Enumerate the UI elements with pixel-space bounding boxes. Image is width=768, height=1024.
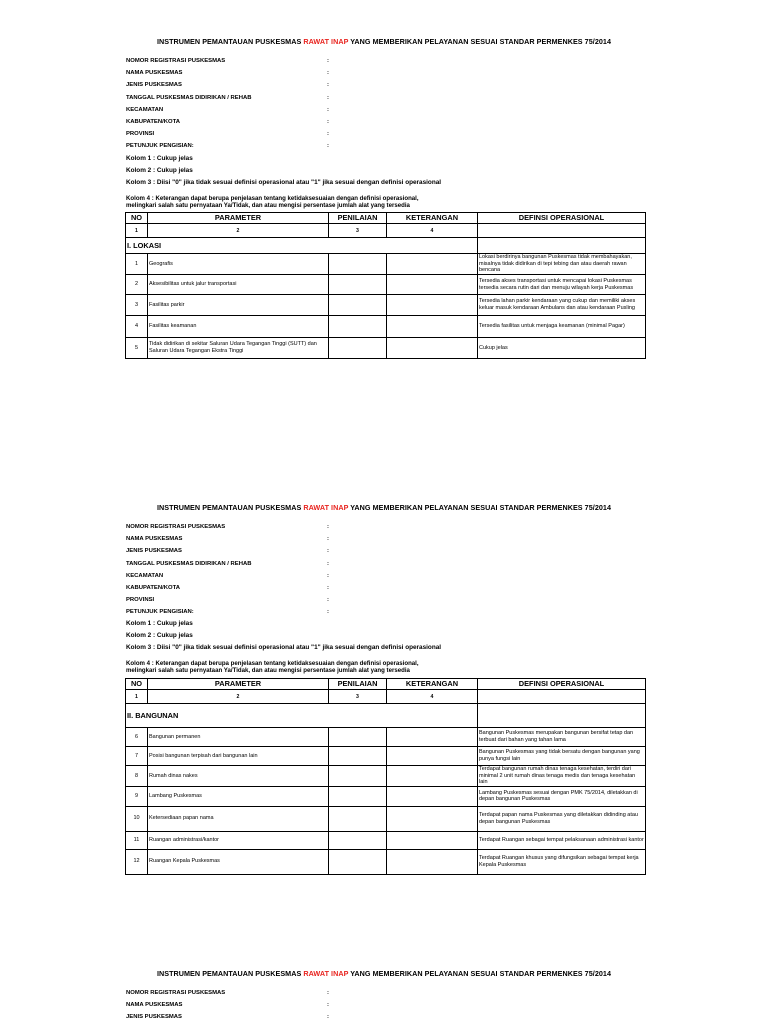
field-row: JENIS PUSKESMAS : xyxy=(126,1014,329,1021)
header-definisi: DEFINSI OPERASIONAL xyxy=(478,213,646,224)
keterangan-cell[interactable] xyxy=(387,275,478,295)
keterangan-cell[interactable] xyxy=(387,316,478,338)
header-penilaian: PENILAIAN xyxy=(329,213,387,224)
header-keterangan: KETERANGAN xyxy=(387,213,478,224)
penilaian-cell[interactable] xyxy=(329,295,387,316)
identity-fields-2 xyxy=(126,521,446,619)
header-no: NO xyxy=(126,213,148,224)
instruction-kolom4: Kolom 4 : Keterangan dapat berupa penjelasan tentang ketidaksesuaian dengan definisi operasional, melingkari salah satu pernyataan Ya/Tidak, dan atau mengisi persentase jumlah alat yang tersedia xyxy=(126,660,419,674)
instruction-kolom1: Kolom 1 : Cukup jelas xyxy=(126,155,193,162)
form-title-1: INSTRUMEN PEMANTAUAN PUSKESMAS RAWAT INAP YANG MEMBERIKAN PELAYANAN SESUAI STANDAR PERMENKES 75/2014 xyxy=(156,37,612,46)
field-row: PETUNJUK PENGISIAN: : xyxy=(126,143,329,150)
keterangan-cell[interactable] xyxy=(387,766,478,787)
keterangan-cell[interactable] xyxy=(387,786,478,806)
field-row: KECAMATAN : xyxy=(126,572,329,579)
field-row: NOMOR REGISTRASI PUSKESMAS : xyxy=(126,58,329,64)
penilaian-cell[interactable] xyxy=(329,849,387,874)
table-row: 1 Geografis Lokasi berdirinya bangunan Puskesmas tidak membahayakan, misalnya tidak didirikan di tepi tebing dan atau daerah rawan bencana xyxy=(126,254,646,275)
penilaian-cell[interactable] xyxy=(329,254,387,275)
penilaian-cell[interactable] xyxy=(329,766,387,787)
table-row: 9 Lambang Puskesmas Lambang Puskesmas sesuai dengan PMK 75/2014, diletakkan di depan bangunan Puskesmas xyxy=(126,786,646,806)
header-parameter: PARAMETER xyxy=(148,679,329,690)
penilaian-cell[interactable] xyxy=(329,316,387,338)
penilaian-cell[interactable] xyxy=(329,831,387,849)
table-row: 12 Ruangan Kepala Puskesmas Terdapat Ruangan khusus yang difungsikan sebagai tempat kerja Kepala Puskesmas xyxy=(126,849,646,874)
table-row: 11 Ruangan administrasi/kantor Terdapat Ruangan sebagai tempat pelaksanaan administrasi kantor xyxy=(126,831,646,849)
identity-fields-1 xyxy=(126,55,446,153)
table-row: 7 Posisi bangunan terpisah dari bangunan lain Bangunan Puskesmas yang tidak bersatu dengan bangunan yang punya fungsi lain xyxy=(126,747,646,766)
form-title-3: INSTRUMEN PEMANTAUAN PUSKESMAS RAWAT INAP YANG MEMBERIKAN PELAYANAN SESUAI STANDAR PERMENKES 75/2014 xyxy=(156,969,612,978)
keterangan-cell[interactable] xyxy=(387,295,478,316)
instruction-kolom3: Kolom 3 : Diisi "0" jika tidak sesuai definisi operasional atau "1" jika sesuai dengan definisi operasional xyxy=(126,644,442,651)
rawat-inap-highlight: RAWAT INAP xyxy=(303,503,349,512)
table-header-row xyxy=(126,679,646,690)
keterangan-cell[interactable] xyxy=(387,728,478,747)
field-row: JENIS PUSKESMAS : xyxy=(126,548,329,555)
assessment-table-lokasi xyxy=(125,212,646,359)
instruction-kolom4: Kolom 4 : Keterangan dapat berupa penjelasan tentang ketidaksesuaian dengan definisi operasional, melingkari salah satu pernyataan Ya/Tidak, dan atau mengisi persentase jumlah alat yang tersedia xyxy=(126,195,419,209)
section-heading-lokasi: I. LOKASI xyxy=(126,238,478,254)
keterangan-cell[interactable] xyxy=(387,849,478,874)
table-header-row xyxy=(126,213,646,224)
instruction-kolom3: Kolom 3 : Diisi "0" jika tidak sesuai definisi operasional atau "1" jika sesuai dengan definisi operasional xyxy=(126,179,442,186)
table-row: 5 Tidak didirikan di sekitar Saluran Udara Tegangan Tinggi (SUTT) dan Saluran Udara Tegangan Ekstra Tinggi Cukup jelas xyxy=(126,338,646,359)
table-row: 3 Fasilitas parkir Tersedia lahan parkir kendaraan yang cukup dan memiliki akses keluar masuk kendaraan Ambulans dan atau kendaraan Pusling xyxy=(126,295,646,316)
penilaian-cell[interactable] xyxy=(329,806,387,831)
rawat-inap-highlight: RAWAT INAP xyxy=(303,37,349,46)
column-number-row: 1 2 3 4 xyxy=(126,690,646,704)
field-row: PROVINSI : xyxy=(126,131,329,138)
keterangan-cell[interactable] xyxy=(387,806,478,831)
field-row: KABUPATEN/KOTA : xyxy=(126,584,329,591)
instruction-kolom2: Kolom 2 : Cukup jelas xyxy=(126,167,193,174)
assessment-table-bangunan xyxy=(125,678,646,875)
field-row: KABUPATEN/KOTA : xyxy=(126,118,329,125)
section-heading-row xyxy=(126,238,646,254)
field-row: NOMOR REGISTRASI PUSKESMAS : xyxy=(126,524,329,530)
field-row: NAMA PUSKESMAS : xyxy=(126,70,329,77)
table-row: 8 Rumah dinas nakes Terdapat bangunan rumah dinas tenaga kesehatan, terdiri dari minimal 2 unit rumah dinas tenaga medis dan tenaga kesehatan lain xyxy=(126,766,646,787)
header-parameter: PARAMETER xyxy=(148,213,329,224)
instruction-kolom1: Kolom 1 : Cukup jelas xyxy=(126,620,193,627)
field-row: PETUNJUK PENGISIAN: : xyxy=(126,609,329,616)
instruction-kolom2: Kolom 2 : Cukup jelas xyxy=(126,632,193,639)
keterangan-cell[interactable] xyxy=(387,747,478,766)
field-row: NAMA PUSKESMAS : xyxy=(126,1002,329,1009)
header-definisi: DEFINSI OPERASIONAL xyxy=(478,679,646,690)
form-title-2: INSTRUMEN PEMANTAUAN PUSKESMAS RAWAT INAP YANG MEMBERIKAN PELAYANAN SESUAI STANDAR PERMENKES 75/2014 xyxy=(156,503,612,512)
field-row: TANGGAL PUSKESMAS DIDIRIKAN / REHAB : xyxy=(126,560,329,567)
keterangan-cell[interactable] xyxy=(387,254,478,275)
table-row: 4 Fasilitas keamanan Tersedia fasilitas untuk menjaga keamanan (minimal Pagar) xyxy=(126,316,646,338)
identity-fields-3 xyxy=(126,987,446,1024)
keterangan-cell[interactable] xyxy=(387,338,478,359)
field-row: NOMOR REGISTRASI PUSKESMAS : xyxy=(126,990,329,996)
field-row: TANGGAL PUSKESMAS DIDIRIKAN / REHAB : xyxy=(126,94,329,101)
penilaian-cell[interactable] xyxy=(329,786,387,806)
penilaian-cell[interactable] xyxy=(329,338,387,359)
table-row: 10 Ketersediaan papan nama Terdapat papan nama Puskesmas yang diletakkan didinding atau depan bangunan Puskesmas xyxy=(126,806,646,831)
header-no: NO xyxy=(126,679,148,690)
keterangan-cell[interactable] xyxy=(387,831,478,849)
section-heading-row xyxy=(126,704,646,728)
header-keterangan: KETERANGAN xyxy=(387,679,478,690)
penilaian-cell[interactable] xyxy=(329,728,387,747)
table-row: 2 Aksesibilitas untuk jalur transportasi Tersedia akses transportasi untuk mencapai lokasi Puskesmas tersedia secara rutin dari dan menuju wilayah kerja Puskesmas xyxy=(126,275,646,295)
field-row: NAMA PUSKESMAS : xyxy=(126,536,329,543)
section-heading-bangunan: II. BANGUNAN xyxy=(126,704,478,728)
column-number-row: 1 2 3 4 xyxy=(126,224,646,238)
penilaian-cell[interactable] xyxy=(329,275,387,295)
rawat-inap-highlight: RAWAT INAP xyxy=(303,969,349,978)
header-penilaian: PENILAIAN xyxy=(329,679,387,690)
penilaian-cell[interactable] xyxy=(329,747,387,766)
field-row: PROVINSI : xyxy=(126,597,329,604)
field-row: KECAMATAN : xyxy=(126,106,329,113)
table-row: 6 Bangunan permanen Bangunan Puskesmas merupakan bangunan bersifat tetap dan terbuat dari bahan yang tahan lama xyxy=(126,728,646,747)
field-row: JENIS PUSKESMAS : xyxy=(126,82,329,89)
